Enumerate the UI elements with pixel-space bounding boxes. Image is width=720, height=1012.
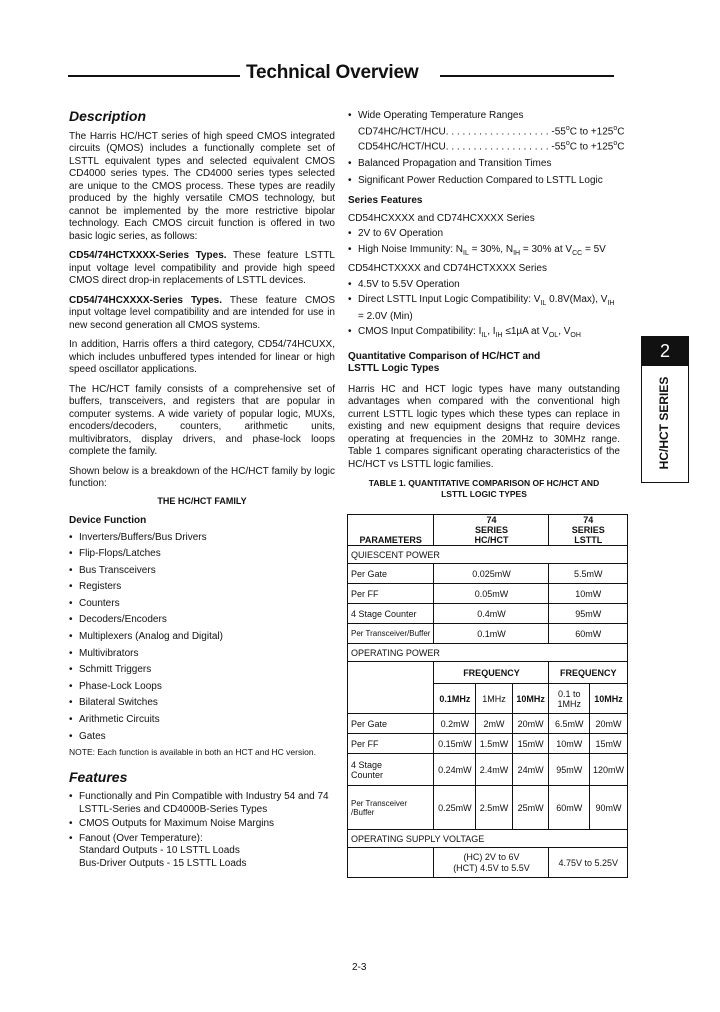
feature-item: • CMOS Outputs for Maximum Noise Margins (69, 818, 335, 831)
degree-mark: o (565, 140, 570, 148)
table-row (348, 754, 628, 786)
cell: 0.24mW (434, 754, 476, 786)
temp-cd74-part: CD74HC/HCT/HCU. . . . . . . . . . . . . . . . . . . -55 (358, 125, 566, 137)
row-label: Per FF (348, 734, 434, 754)
hc-noise-immunity (348, 244, 620, 261)
table-row (348, 848, 628, 878)
sub-ih: IH (495, 332, 503, 340)
temp-range-heading: • Wide Operating Temperature Ranges (358, 110, 524, 121)
sub-ih: IH (607, 300, 615, 308)
row-label: Per Gate (348, 714, 434, 734)
family-heading: THE HC/HCT FAMILY (157, 495, 247, 506)
function-item: • Decoders/Encoders (69, 612, 335, 629)
table-row (348, 714, 628, 734)
breakdown-paragraph: Shown below is a breakdown of the HC/HCT family by logic function: (69, 465, 335, 489)
function-item: • Counters (69, 596, 335, 613)
table-row (348, 564, 628, 584)
feature-item: • Functionally and Pin Compatible with Industry 54 and 74 LSTTL-Series and CD4000B-Series Types (69, 791, 335, 816)
temp-cd74-range: C to +125 (569, 125, 614, 137)
hct-operation: • 4.5V to 5.5V Operation (348, 279, 620, 292)
table-row (348, 786, 628, 830)
function-item: • Arithmetic Circuits (69, 712, 335, 729)
freq-col: 0.1 to 1MHz (549, 684, 590, 714)
header-parameters: PARAMETERS (348, 515, 434, 546)
cell-hc: 0.05mW (434, 584, 549, 604)
table-row (348, 830, 628, 848)
function-note: NOTE: Each function is available in both an HCT and HC version. (69, 747, 316, 758)
table-row (348, 584, 628, 604)
sub-oh: OH (570, 332, 581, 340)
hcu-paragraph: In addition, Harris offers a third category, CD54/74HCUXX, which includes unbuffered types intended for linear or high speed oscillator applications. (69, 339, 335, 375)
hct-series-label: CD54/74HCTXXXX-Series Types. (69, 250, 227, 261)
cell-hc: 0.1mW (434, 624, 549, 644)
hc-operation: • 2V to 6V Operation (348, 228, 620, 241)
supply-hct-line: (HCT) 4.5V to 5.5V (453, 862, 530, 873)
series-features-heading: Series Features (348, 195, 423, 207)
cell: 95mW (549, 754, 590, 786)
hct-series-title: CD54HCTXXXX and CD74HCTXXXX Series (348, 263, 547, 275)
cell: 0.25mW (434, 786, 476, 830)
degree-mark: o (613, 140, 618, 148)
features-list (69, 791, 335, 870)
cell: 120mW (589, 754, 627, 786)
blank-cell (348, 848, 434, 878)
function-item: • Bus Transceivers (69, 563, 335, 580)
frequency-lsttl-heading: FREQUENCY (549, 662, 628, 684)
cell: 20mW (512, 714, 549, 734)
hc-series-list (348, 228, 620, 260)
temp-range-cd74 (358, 123, 625, 139)
table-row (348, 644, 628, 662)
degree-mark: o (565, 124, 570, 132)
table-title-line: LSTTL LOGIC TYPES (441, 489, 527, 500)
hct-cmos-text: CMOS Input Compatibility: I (358, 326, 482, 338)
cell: 0.15mW (434, 734, 476, 754)
bullet-item: • Significant Power Reduction Compared to LSTTL Logic (348, 175, 620, 188)
cell-lsttl: 60mW (549, 624, 628, 644)
hct-compat-text: = 2.0V (Min) (358, 310, 413, 322)
fanout-bus-driver: Bus-Driver Outputs - 15 LSTTL Loads (79, 857, 247, 869)
sub-il: IL (540, 300, 547, 308)
general-features-list (348, 110, 625, 187)
table-title-line: TABLE 1. QUANTITATIVE COMPARISON OF HC/HCT AND (368, 478, 600, 489)
cell-lsttl: 10mW (549, 584, 628, 604)
function-item: • Flip-Flops/Latches (69, 546, 335, 563)
table-row (348, 546, 628, 564)
freq-col: 0.1MHz (434, 684, 476, 714)
supply-voltage-heading: OPERATING SUPPLY VOLTAGE (348, 830, 628, 848)
cell: 2mW (476, 714, 513, 734)
family-paragraph: The HC/HCT family consists of a comprehensive set of buffers, transceivers, and registers that are popular in computer systems. A wide variety of popular logic, MUXs, encoders/decoders, counters, arithmetic units, multivibrators, display drivers, and phase-lock loops complete the family. (69, 383, 335, 457)
feature-item (69, 833, 335, 871)
sub-ol: OL (548, 332, 559, 340)
supply-hc-line: (HC) 2V to 6V (463, 851, 520, 862)
table-header-row (348, 515, 628, 546)
cell: 15mW (589, 734, 627, 754)
frequency-hc-heading: FREQUENCY (434, 662, 549, 684)
row-label: Per FF (348, 584, 434, 604)
cell-lsttl: 95mW (549, 604, 628, 624)
cell: 25mW (512, 786, 549, 830)
hc-series-paragraph (69, 295, 335, 333)
table-title (348, 478, 620, 500)
left-column (69, 110, 335, 870)
function-item: • Phase-Lock Loops (69, 679, 335, 696)
hct-cmos-text: ≤1µA at V (502, 326, 549, 338)
table-row (348, 662, 628, 684)
cell: 20mW (589, 714, 627, 734)
device-function-heading: Device Function (69, 515, 147, 526)
blank-cell (348, 662, 434, 714)
section-tab-label: HC/HCT SERIES (657, 376, 671, 470)
sub-cc: CC (572, 249, 583, 257)
cell: 2.5mW (476, 786, 513, 830)
table-row (348, 624, 628, 644)
cell: 60mW (549, 786, 590, 830)
hc-noise-text: = 5V (582, 243, 606, 255)
hc-noise-text: = 30% at V (520, 243, 573, 255)
sub-ih: IH (513, 249, 521, 257)
function-item: • Inverters/Buffers/Bus Drivers (69, 530, 335, 547)
row-label: Per Transceiver /Buffer (348, 786, 434, 830)
quant-comparison-heading (348, 351, 620, 376)
table-row (348, 734, 628, 754)
cell-hc: 0.025mW (434, 564, 549, 584)
table-row (348, 604, 628, 624)
section-tab-number: 2 (641, 336, 689, 366)
unit-c: C (617, 141, 625, 153)
hc-noise-text: High Noise Immunity: N (358, 243, 464, 255)
hct-cmos-text: , V (558, 326, 571, 338)
cell: 0.2mW (434, 714, 476, 734)
temp-range-item (348, 110, 625, 154)
hc-noise-text: = 30%, N (468, 243, 514, 255)
bullet-item: • Balanced Propagation and Transition Times (348, 158, 620, 171)
function-item: • Bilateral Switches (69, 695, 335, 712)
hct-series-paragraph (69, 250, 335, 288)
quant-comparison-paragraph: Harris HC and HCT logic types have many outstanding advantages when compared with the conventional high current LSTTL logic types which these types can replace in existing and new equipment designs that require devices operating at frequencies in the 20MHz to 30MHz range. Table 1 compares significant operating characteristics of the HC/HCT vs LSTTL logic families. (348, 383, 620, 470)
cell: 6.5mW (549, 714, 590, 734)
description-heading: Description (69, 108, 147, 124)
page-title: Technical Overview (246, 62, 419, 83)
hct-cmos-compat (348, 326, 620, 343)
row-label: 4 Stage Counter (348, 604, 434, 624)
function-list (69, 530, 335, 746)
hct-lsttl-compat (348, 294, 620, 323)
header-lsttl: 74 SERIES LSTTL (549, 515, 628, 546)
freq-col: 10MHz (512, 684, 549, 714)
title-rule-left (68, 75, 240, 77)
function-item: • Multiplexers (Analog and Digital) (69, 629, 335, 646)
freq-col: 10MHz (589, 684, 627, 714)
function-item: • Gates (69, 729, 335, 746)
fanout-label: • Fanout (Over Temperature): (79, 832, 203, 844)
hc-series-title: CD54HCXXXX and CD74HCXXXX Series (348, 212, 535, 224)
row-label: 4 Stage Counter (348, 754, 434, 786)
quant-heading-line: LSTTL Logic Types (348, 363, 440, 375)
function-item: • Registers (69, 579, 335, 596)
features-heading: Features (69, 768, 128, 785)
cell-hc: 0.4mW (434, 604, 549, 624)
fanout-standard: Standard Outputs - 10 LSTTL Loads (79, 845, 240, 857)
temp-range-cd54 (358, 138, 625, 154)
cell: 1.5mW (476, 734, 513, 754)
hct-cmos-text: , I (487, 326, 496, 338)
supply-hc (434, 848, 549, 878)
description-paragraph: The Harris HC/HCT series of high speed CMOS integrated circuits (QMOS) includes a functionally complete set of LSTTL equivalent types and selected equivalent CMOS CD4000 series types. The CD4000 series types selected are unique to the CMOS process. These types are readily produced by the highly versatile CMOS technology, but cannot be implemented by the more restrictive bipolar technology. Each CMOS circuit function is offered in two basic logic series, as follows: (69, 130, 335, 242)
supply-lsttl: 4.75V to 5.25V (549, 848, 628, 878)
cell-lsttl: 5.5mW (549, 564, 628, 584)
operating-power-heading: OPERATING POWER (348, 644, 628, 662)
sub-il: IL (481, 332, 488, 340)
right-column (348, 110, 625, 505)
cell: 15mW (512, 734, 549, 754)
hc-series-label: CD54/74HCXXXX-Series Types. (69, 294, 222, 306)
hct-series-text: These feature LSTTL input voltage level compatibility and provide high speed CMOS direct drop-in replacements of LSTTL devices. (69, 250, 335, 286)
hct-series-list (348, 279, 620, 343)
temp-cd54-part: CD54HC/HCT/HCU. . . . . . . . . . . . . . . . . . . -55 (358, 141, 566, 153)
row-label: Per Gate (348, 564, 434, 584)
hc-series-text: These feature CMOS input voltage level compatibility and are intended for use in new second generation all CMOS systems. (69, 294, 335, 331)
quant-heading-line: Quantitative Comparison of HC/HCT and (348, 350, 541, 362)
header-hc: 74 SERIES HC/HCT (434, 515, 549, 546)
row-label: Per Transceiver/Buffer (348, 624, 434, 644)
function-item: • Schmitt Triggers (69, 662, 335, 679)
unit-c: C (617, 125, 625, 137)
function-item: • Multivibrators (69, 646, 335, 663)
title-rule-right (440, 75, 614, 77)
degree-mark: o (613, 124, 618, 132)
comparison-table (347, 514, 628, 878)
cell: 24mW (512, 754, 549, 786)
cell: 2.4mW (476, 754, 513, 786)
hct-compat-text: Direct LSTTL Input Logic Compatibility: V (358, 294, 541, 306)
temp-cd54-range: C to +125 (569, 141, 614, 153)
freq-col: 1MHz (476, 684, 513, 714)
cell: 10mW (549, 734, 590, 754)
sub-il: IL (463, 249, 469, 257)
page-number: 2-3 (352, 962, 367, 973)
quiescent-power-heading: QUIESCENT POWER (348, 546, 628, 564)
cell: 90mW (589, 786, 627, 830)
hct-compat-text: 0.8V(Max), V (546, 294, 608, 306)
